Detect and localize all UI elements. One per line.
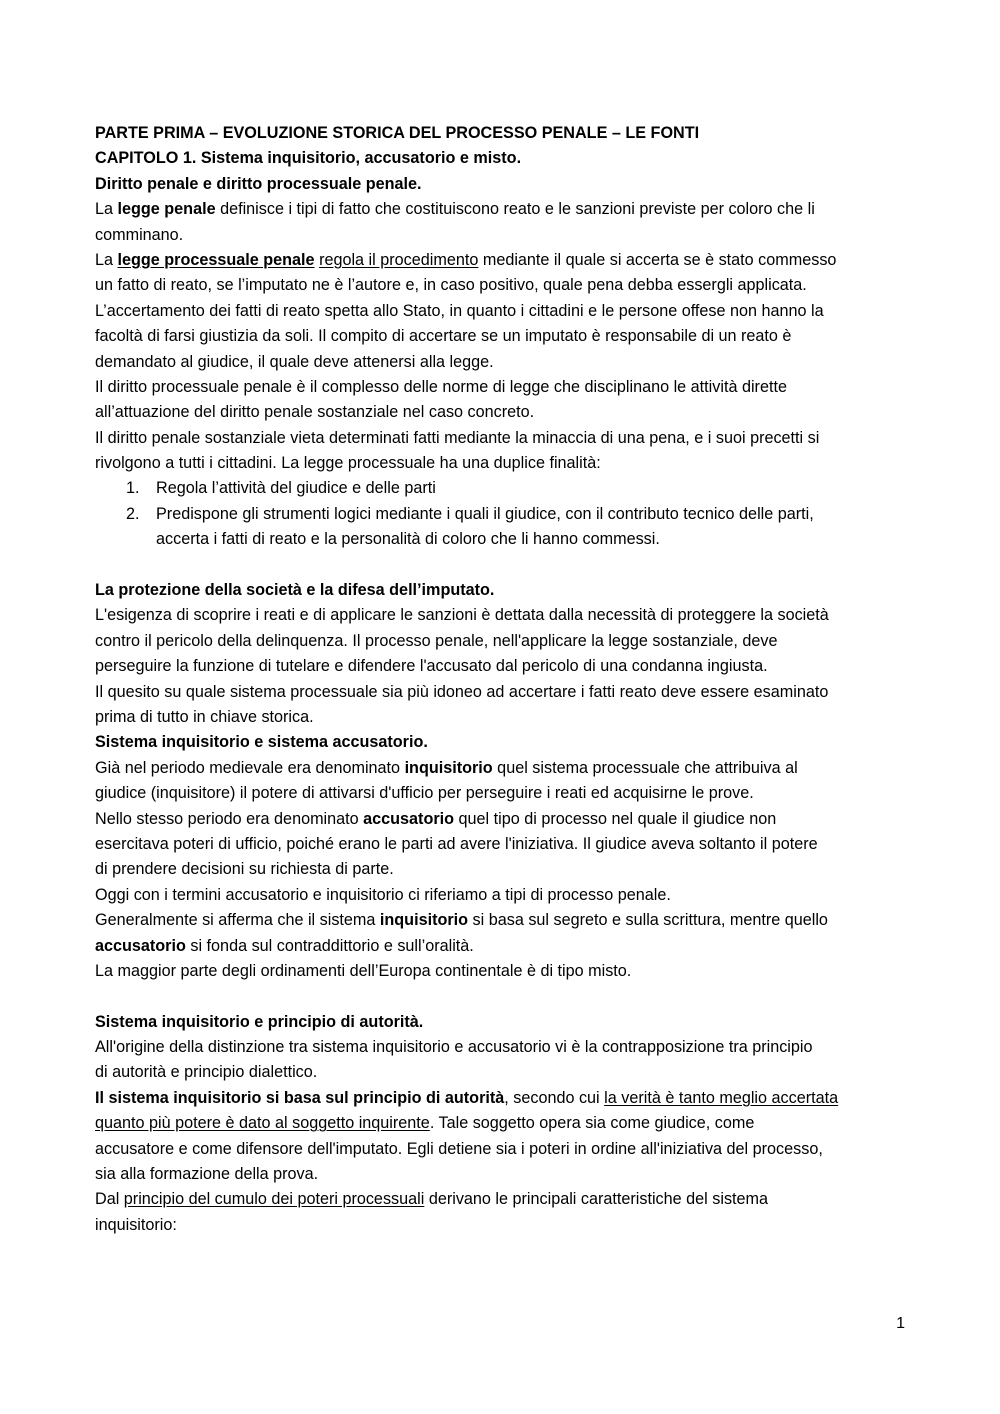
paragraph: Dal principio del cumulo dei poteri processuali derivano le principali caratteristiche del sistema inquisitorio: — [95, 1190, 769, 1234]
bold-term: inquisitorio — [404, 758, 493, 777]
paragraph: La legge processuale penale regola il procedimento mediante il quale si accerta se è stato commesso un fatto di reato, se l’imputato ne è l’autore e, in caso positivo, quale pena debba essergli applicata. — [95, 250, 837, 295]
underlined-phrase: principio del cumulo dei poteri processuali — [123, 1190, 425, 1209]
bold-phrase: Il sistema inquisitorio si basa sul principio di autorità — [95, 1088, 505, 1107]
paragraph: Già nel periodo medievale era denominato inquisitorio quel sistema processuale che attribuiva al giudice (inquisitore) il potere di attivarsi d'ufficio per perseguire i reati ed acquisirne le prove. — [95, 758, 798, 803]
paragraph: All'origine della distinzione tra sistema inquisitorio e accusatorio vi è la contrapposizione tra principio di autorità e principio dialettico. — [95, 1038, 813, 1082]
bold-term: accusatorio — [95, 936, 186, 955]
list-item: 2. Predispone gli strumenti logici mediante i quali il giudice, con il contributo tecnico delle parti, accerta i fatti di reato e la personalità di coloro che li hanno commessi. — [95, 502, 907, 553]
list-number: 2. — [126, 504, 140, 523]
section-heading: Sistema inquisitorio e sistema accusatorio. — [95, 733, 428, 752]
part-heading: PARTE PRIMA – EVOLUZIONE STORICA DEL PROCESSO PENALE – LE FONTI — [95, 124, 700, 142]
paragraph: La maggior parte degli ordinamenti dell’Europa continentale è di tipo misto. — [95, 961, 632, 980]
bold-term: accusatorio — [363, 809, 455, 828]
paragraph: La legge penale definisce i tipi di fatto che costituiscono reato e le sanzioni previste per coloro che li comminano. — [95, 200, 815, 244]
bold-underlined-term: legge processuale penale — [117, 250, 315, 269]
underlined-phrase: la verità è tanto meglio accertata — [604, 1088, 839, 1107]
document-body — [95, 121, 907, 1238]
underlined-phrase: regola il procedimento — [319, 250, 479, 269]
paragraph: Nello stesso periodo era denominato accusatorio quel tipo di processo nel quale il giudice non esercitava poteri di ufficio, poiché erano le parti ad avere l'iniziativa. Il giudice aveva soltanto il potere di prendere decisioni su richiesta di parte. — [95, 809, 818, 879]
paragraph: Il sistema inquisitorio si basa sul principio di autorità, secondo cui la verità è tanto meglio accertata quanto più potere è dato al soggetto inquirente. Tale soggetto opera sia come giudice, come accusatore e come difensore dell'imputato. Egli detiene sia i poteri in ordine all'iniziativa del processo, sia alla formazione della prova. — [95, 1088, 839, 1184]
page-number: 1 — [896, 1315, 905, 1332]
paragraph: Il diritto penale sostanziale vieta determinati fatti mediante la minaccia di una pena, e i suoi precetti si rivolgono a tutti i cittadini. La legge processuale ha una duplice finalità: — [95, 428, 820, 473]
underlined-phrase: quanto più potere è dato al soggetto inquirente — [95, 1114, 430, 1133]
section-heading: La protezione della società e la difesa dell’imputato. — [95, 581, 495, 600]
bold-term: inquisitorio — [379, 911, 469, 930]
paragraph: L’accertamento dei fatti di reato spetta allo Stato, in quanto i cittadini e le persone offese non hanno la facoltà di farsi giustizia da soli. Il compito di accertare se un imputato è responsabile di un reato è demandato al giudice, il quale deve attenersi alla legge. — [95, 301, 824, 371]
chapter-heading: CAPITOLO 1. Sistema inquisitorio, accusatorio e misto. — [95, 149, 522, 168]
paragraph: Il diritto processuale penale è il complesso delle norme di legge che disciplinano le attività dirette all’attuazione del diritto penale sostanziale nel caso concreto. — [95, 377, 787, 422]
paragraph: Generalmente si afferma che il sistema inquisitorio si basa sul segreto e sulla scrittura, mentre quello accusatorio si fonda sul contraddittorio e sull’oralità. — [95, 911, 828, 955]
paragraph: L'esigenza di scoprire i reati e di applicare le sanzioni è dettata dalla necessità di proteggere la società contro il pericolo della delinquenza. Il processo penale, nell'applicare la legge sostanziale, deve perseguire la funzione di tutelare e difendere l'accusato dal pericolo di una condanna ingiusta. — [95, 606, 829, 676]
paragraph: Il quesito su quale sistema processuale sia più idoneo ad accertare i fatti reato deve essere esaminato prima di tutto in chiave storica. — [95, 682, 829, 726]
paragraph: Oggi con i termini accusatorio e inquisitorio ci riferiamo a tipi di processo penale. — [95, 885, 671, 904]
numbered-list — [95, 476, 907, 552]
section-heading: Sistema inquisitorio e principio di autorità. — [95, 1012, 424, 1031]
section-heading: Diritto penale e diritto processuale penale. — [95, 174, 422, 193]
list-number: 1. — [126, 479, 140, 498]
list-item: 1. Regola l’attività del giudice e delle parti — [95, 476, 907, 501]
bold-term: legge penale — [117, 200, 216, 219]
